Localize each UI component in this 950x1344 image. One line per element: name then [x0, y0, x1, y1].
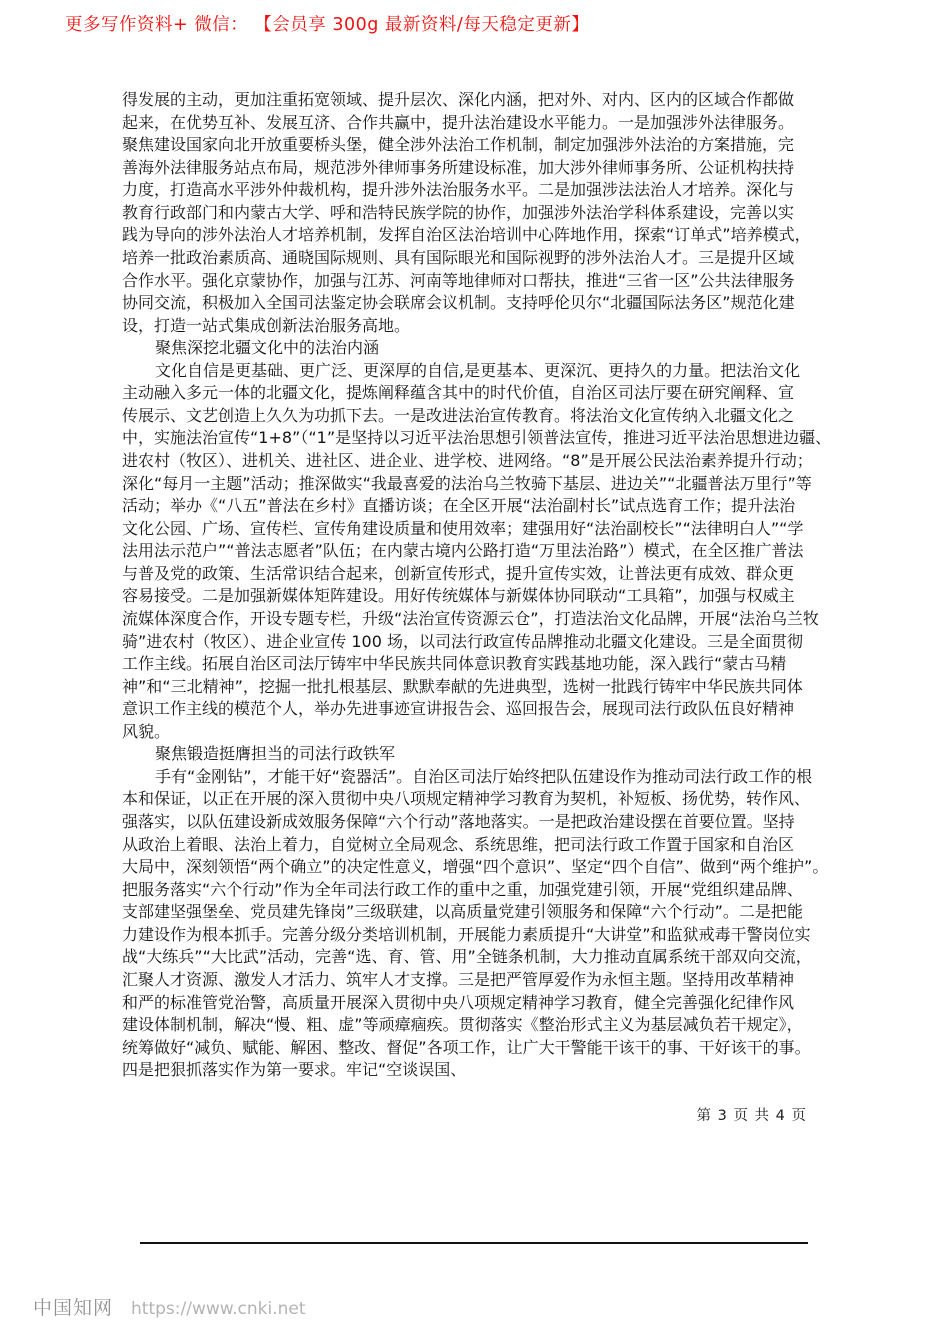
- document-text-line: 统筹做好“减负、赋能、解困、整改、督促”各项工作，让广大干警能干该干的事、干好该干的事。: [122, 1037, 811, 1057]
- document-text-line: 聚焦建设国家向北开放重要桥头堡，健全涉外法治工作机制，制定加强涉外法治的方案措施，完: [122, 135, 795, 155]
- document-text-line: 设，打造一站式集成创新法治服务高地。: [122, 315, 411, 335]
- footer-divider-line: [140, 1242, 808, 1244]
- document-text-line: 传展示、文艺创造上久久为功抓下去。一是改进法治宣传教育。将法治文化宣传纳入北疆文化之: [122, 405, 795, 425]
- document-text: [122, 89, 838, 1082]
- document-text-line: 文化公园、广场、宣传栏、宣传角建设质量和使用效率；建强用好“法治副校长”“法律明白人”“学: [122, 518, 804, 538]
- document-text-line: 法用法示范户”“普法志愿者”队伍；在内蒙古境内公路打造“万里法治路”）模式，在全区推广普法: [122, 541, 804, 561]
- document-text-line: 从政治上着眼、法治上着力，自觉树立全局观念、系统思维，把司法行政工作置于国家和自治区: [122, 834, 795, 854]
- document-text-line: 支部建坚强堡垒、党员建先锋岗”三级联建，以高质量党建引领服务和保障“六个行动”。二是把能: [122, 902, 803, 922]
- document-text-line: 文化自信是更基础、更广泛、更深厚的自信,是更基本、更深沉、更持久的力量。把法治文化: [155, 360, 801, 380]
- document-text-line: 中，实施法治宣传“1+8”（“1”是坚持以习近平法治思想引领普法宣传，推进习近平法治思想进边疆、: [122, 428, 832, 448]
- document-text-line: 合作水平。强化京蒙协作，加强与江苏、河南等地律师对口帮扶，推进“三省一区”公共法律服务: [122, 270, 795, 290]
- document-text-line: 进农村（牧区）、进机关、进社区、进企业、进学校、进网络。“8”是开展公民法治素养提升行动；: [122, 451, 813, 470]
- document-text-line: 把服务落实“六个行动”作为全年司法行政工作的重中之重，加强党建引领，开展“党组织建品牌、: [122, 879, 803, 899]
- document-text-line: 协同交流，积极加入全国司法鉴定协会联席会议机制。支持呼伦贝尔“北疆国际法务区”规范化建: [122, 293, 795, 313]
- document-text-line: 手有“金刚钻”，才能干好“瓷器活”。自治区司法厅始终把队伍建设作为推动司法行政工作的根: [155, 766, 813, 786]
- document-text-line: 骑”进农村（牧区）、进企业宣传 100 场，以司法行政宣传品牌推动北疆文化建设。三是全面贯彻: [122, 631, 804, 651]
- document-text-line: 神”和“三北精神”，挖掘一批扎根基层、默默奉献的先进典型，选树一批践行铸牢中华民族共同体: [122, 676, 803, 696]
- document-text-line: 工作主线。拓展自治区司法厅铸牢中华民族共同体意识教育实践基地功能，深入践行“蒙古马精: [122, 654, 787, 674]
- page-number-label: 第 3 页 共 4 页: [696, 1108, 807, 1124]
- document-text-line: 和严的标准管党治警，高质量开展深入贯彻中央八项规定精神学习教育，健全完善强化纪律作风: [122, 992, 795, 1012]
- document-text-line: 风貌。: [122, 721, 171, 741]
- cnki-brand-logo: 中国知网: [33, 1297, 114, 1319]
- document-text-line: 培养一批政治素质高、通晓国际规则、具有国际眼光和国际视野的涉外法治人才。三是提升区域: [122, 247, 795, 267]
- document-text-line: 容易接受。二是加强新媒体矩阵建设。用好传统媒体与新媒体协同联动“工具箱”，加强与权威主: [122, 586, 795, 606]
- document-text-line: 力建设作为根本抓手。完善分级分类培训机制，开展能力素质提升“大讲堂”和监狱戒毒干警岗位实: [122, 924, 811, 944]
- document-text-line: 主动融入多元一体的北疆文化，提炼阐释蕴含其中的时代价值，自治区司法厅要在研究阐释、宣: [122, 383, 795, 403]
- document-text-line: 建设体制机制，解决“慢、粗、虚”等顽瘴痼疾。贯彻落实《整治形式主义为基层减负若干规定》，: [122, 1015, 803, 1035]
- document-text-line: 战“大练兵”“大比武”活动，完善“选、育、管、用”全链条机制，大力推动直属系统干部双向交流，: [122, 947, 812, 967]
- document-text-line: 本和保证，以正在开展的深入贯彻中央八项规定精神学习教育为契机，补短板、扬优势，转作风、: [122, 789, 811, 809]
- document-text-line: 活动；举办《“八五”普法在乡村》直播访谈；在全区开展“法治副村长”试点选育工作；提升法治: [122, 496, 796, 516]
- cnki-url-link[interactable]: https://www.cnki.net: [131, 1299, 306, 1319]
- document-text-line: 起来，在优势互补、发展互济、合作共赢中，提升法治建设水平能力。一是加强涉外法律服务。: [122, 112, 795, 132]
- document-text-line: 善海外法律服务站点布局，规范涉外律师事务所建设标准，加大涉外律师事务所、公证机构扶持: [122, 157, 795, 177]
- document-text-line: 践为导向的涉外法治人才培养机制，发挥自治区法治培训中心阵地作用，探索“订单式”培养模式，: [122, 225, 811, 245]
- section-heading-line: 聚焦深挖北疆文化中的法治内涵: [155, 338, 380, 358]
- section-heading-line: 聚焦锻造挺膺担当的司法行政铁军: [155, 744, 396, 764]
- document-text-line: 与普及党的政策、生活常识结合起来，创新宣传形式，提升宣传实效，让普法更有成效、群众更: [122, 563, 795, 583]
- document-text-line: 大局中，深刻领悟“两个确立”的决定性意义，增强“四个意识”、坚定“四个自信”、做到“两个维护”。: [122, 857, 829, 877]
- promo-banner: 更多写作资料+ 微信： 【会员享 300g 最新资料/每天稳定更新】: [65, 15, 590, 35]
- document-text-line: 强落实，以队伍建设新成效服务保障“六个行动”落地落实。一是把政治建设摆在首要位置。坚持: [122, 812, 795, 831]
- document-text-line: 教育行政部门和内蒙古大学、呼和浩特民族学院的协作，加强涉外法治学科体系建设，完善以实: [122, 202, 795, 222]
- document-text-line: 汇聚人才资源、激发人才活力、筑牢人才支撑。三是把严管厚爱作为永恒主题。坚持用改革精神: [122, 969, 795, 989]
- cnki-watermark: [33, 1293, 306, 1320]
- document-text-line: 力度，打造高水平涉外仲裁机构，提升涉外法治服务水平。二是加强涉法法治人才培养。深化与: [122, 180, 795, 200]
- document-text-line: 得发展的主动，更加注重拓宽领域、提升层次、深化内涵，把对外、对内、区内的区域合作都做: [122, 90, 795, 109]
- document-text-line: 四是把狠抓落实作为第一要求。牢记“空谈误国、: [122, 1060, 467, 1080]
- document-text-line: 意识工作主线的模范个人，举办先进事迹宣讲报告会、巡回报告会，展现司法行政队伍良好精神: [122, 699, 795, 719]
- document-text-line: 深化“每月一主题”活动；推深做实“我最喜爱的法治乌兰牧骑下基层、进边关”“北疆普法万里行”等: [122, 473, 812, 493]
- document-text-line: 流媒体深度合作，开设专题专栏，升级“法治宣传资源云仓”，打造法治文化品牌，开展“法治乌兰牧: [122, 608, 819, 628]
